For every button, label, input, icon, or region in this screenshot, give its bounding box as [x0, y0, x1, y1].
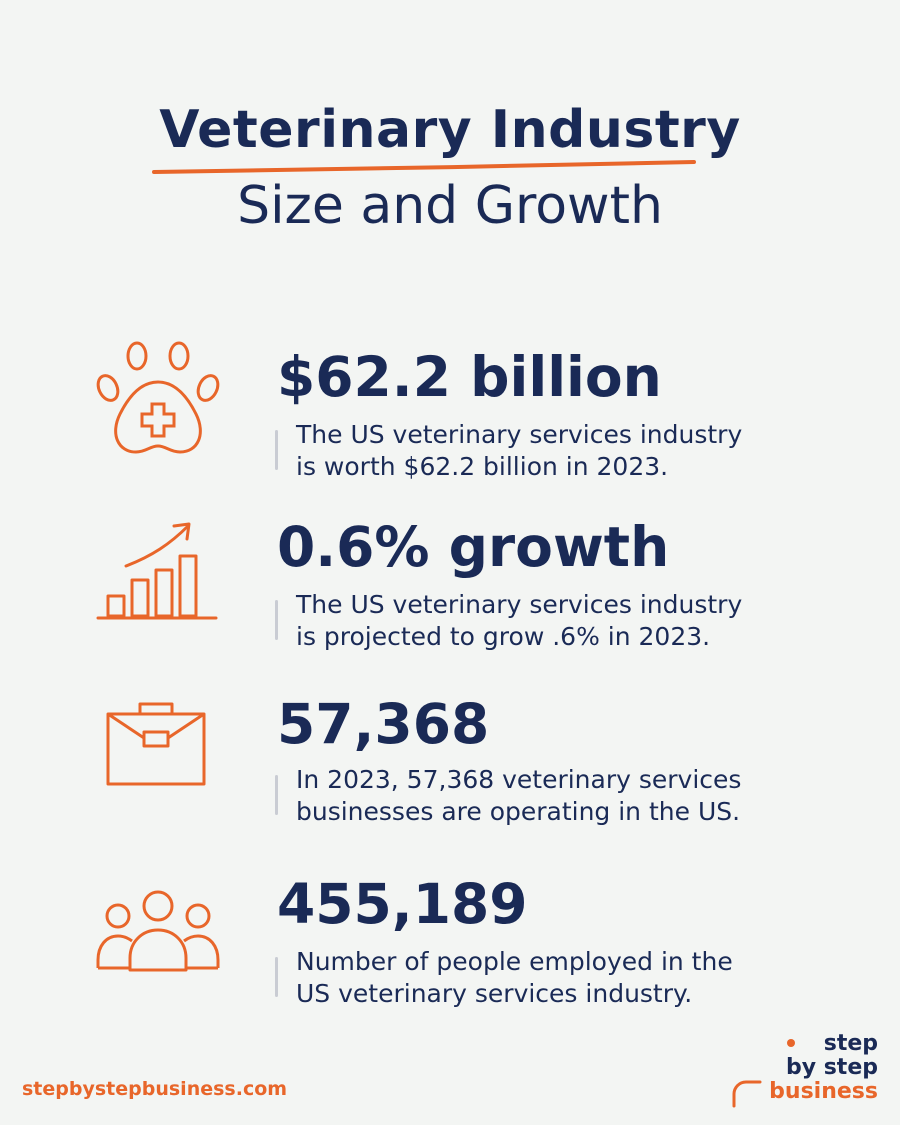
- stat-description-line: The US veterinary services industry: [296, 590, 743, 619]
- stat-value: 455,189: [277, 872, 528, 936]
- stat-description-line: In 2023, 57,368 veterinary services: [296, 765, 742, 794]
- briefcase-icon: [92, 692, 224, 816]
- stat-description-line: US veterinary services industry.: [296, 979, 693, 1008]
- logo-text-by-step: by step: [785, 1055, 878, 1080]
- stat-description: [296, 946, 856, 1010]
- desc-divider: [275, 600, 278, 640]
- stat-description: [296, 419, 856, 483]
- page-subtitle: Size and Growth: [237, 176, 663, 236]
- footer-website-link[interactable]: stepbystepbusiness.com: [22, 1078, 288, 1100]
- logo-text-business: business: [769, 1079, 878, 1104]
- people-group-icon: [92, 884, 224, 1008]
- growth-chart-icon: [92, 512, 224, 636]
- stat-description-line: businesses are operating in the US.: [296, 797, 741, 826]
- stat-description-line: Number of people employed in the: [296, 947, 733, 976]
- stat-description-line: is projected to grow .6% in 2023.: [296, 622, 711, 651]
- desc-divider: [275, 775, 278, 815]
- stat-description: [296, 764, 856, 828]
- stat-description-line: is worth $62.2 billion in 2023.: [296, 452, 669, 481]
- stat-value: $62.2 billion: [277, 345, 662, 409]
- page-title: Veterinary Industry: [159, 100, 741, 160]
- stat-description-line: The US veterinary services industry: [296, 420, 743, 449]
- desc-divider: [275, 957, 278, 997]
- desc-divider: [275, 430, 278, 470]
- stat-value: 57,368: [277, 692, 490, 756]
- paw-medical-icon: [92, 338, 224, 462]
- stat-description: [296, 589, 856, 653]
- stat-value: 0.6% growth: [277, 515, 670, 579]
- brand-logo: [728, 1030, 878, 1110]
- logo-text-step: step: [823, 1031, 878, 1056]
